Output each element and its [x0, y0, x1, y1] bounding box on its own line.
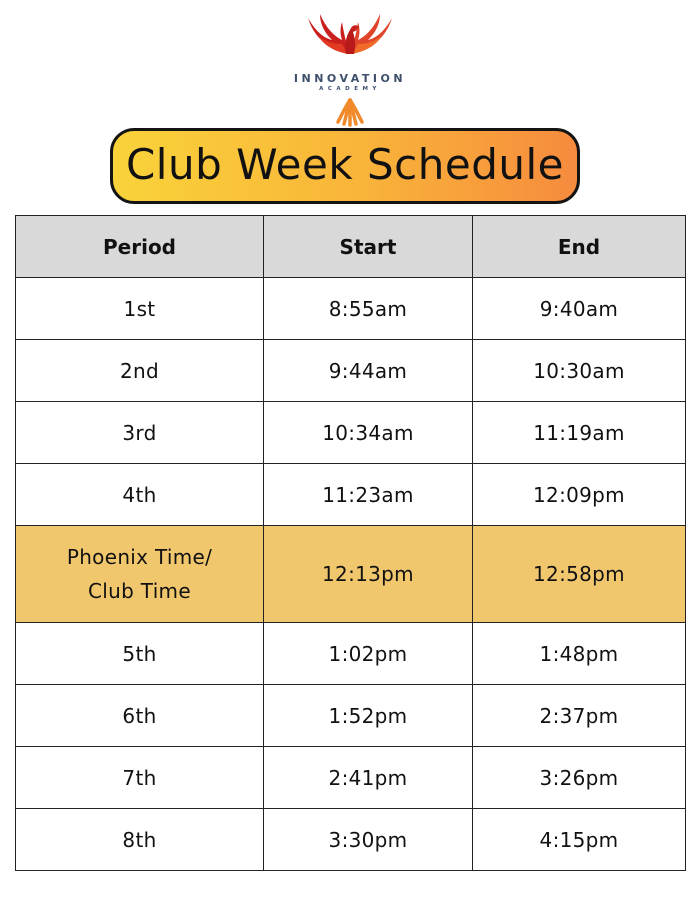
start-time-cell: 10:34am — [264, 402, 473, 464]
period-cell: 3rd — [16, 402, 264, 464]
header-end: End — [473, 216, 686, 278]
table-row — [16, 685, 686, 747]
header-start: Start — [264, 216, 473, 278]
innovation-academy-logo — [0, 10, 700, 128]
table-header-row — [16, 216, 686, 278]
start-time-cell: 2:41pm — [264, 747, 473, 809]
period-cell: 6th — [16, 685, 264, 747]
table-row — [16, 623, 686, 685]
period-label-line1: Phoenix Time/ — [66, 545, 213, 569]
page-title: Club Week Schedule — [125, 140, 565, 189]
end-time-cell: 9:40am — [473, 278, 686, 340]
logo-subtitle: ACADEMY — [319, 86, 381, 92]
period-label-line2: Club Time — [88, 579, 191, 603]
period-cell: 4th — [16, 464, 264, 526]
period-cell: 2nd — [16, 340, 264, 402]
start-time-cell: 8:55am — [264, 278, 473, 340]
table-row — [16, 402, 686, 464]
logo-wordmark: INNOVATION — [293, 72, 407, 85]
start-time-cell: 12:13pm — [264, 526, 473, 623]
start-time-cell: 11:23am — [264, 464, 473, 526]
phoenix-tail-icon — [332, 96, 368, 128]
end-time-cell: 12:09pm — [473, 464, 686, 526]
end-time-cell: 3:26pm — [473, 747, 686, 809]
start-time-cell: 9:44am — [264, 340, 473, 402]
table-row-highlighted — [16, 526, 686, 623]
end-time-cell: 10:30am — [473, 340, 686, 402]
title-banner — [110, 128, 580, 204]
table-row — [16, 464, 686, 526]
header-period: Period — [16, 216, 264, 278]
table-row — [16, 747, 686, 809]
end-time-cell: 1:48pm — [473, 623, 686, 685]
schedule-table — [15, 215, 686, 871]
start-time-cell: 3:30pm — [264, 809, 473, 871]
start-time-cell: 1:52pm — [264, 685, 473, 747]
phoenix-icon — [302, 10, 398, 70]
period-cell: 5th — [16, 623, 264, 685]
end-time-cell: 12:58pm — [473, 526, 686, 623]
table-row — [16, 809, 686, 871]
table-row — [16, 278, 686, 340]
end-time-cell: 11:19am — [473, 402, 686, 464]
table-row — [16, 340, 686, 402]
end-time-cell: 2:37pm — [473, 685, 686, 747]
period-cell: 8th — [16, 809, 264, 871]
start-time-cell: 1:02pm — [264, 623, 473, 685]
end-time-cell: 4:15pm — [473, 809, 686, 871]
period-cell: 1st — [16, 278, 264, 340]
period-cell: 7th — [16, 747, 264, 809]
period-cell — [16, 526, 264, 623]
